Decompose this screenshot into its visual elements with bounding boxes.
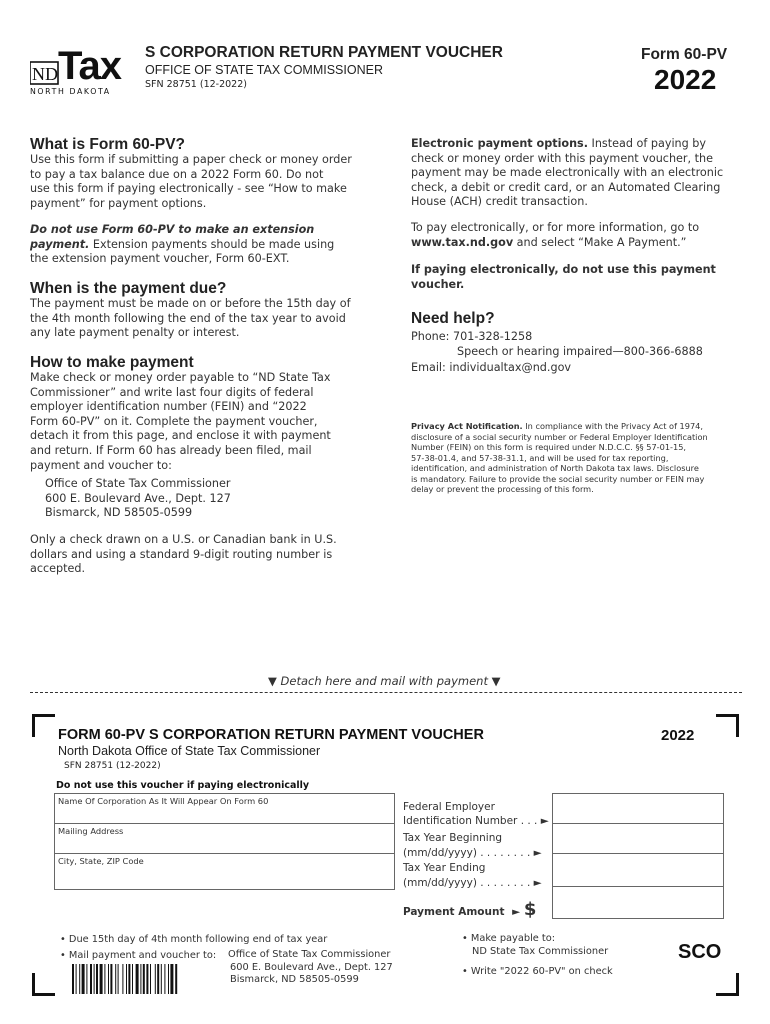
voucher-warning: Do not use this voucher if paying electronically xyxy=(56,780,310,791)
barcode-bar xyxy=(90,964,92,994)
note-text: Mail payment and voucher to: xyxy=(68,950,217,961)
text-line: check or money order with this payment voucher, the xyxy=(411,151,713,165)
down-arrow-icon: ▼ xyxy=(491,674,501,688)
field-label: Mailing Address xyxy=(58,826,124,836)
mailing-address-field[interactable] xyxy=(54,823,395,856)
crop-mark-top-right xyxy=(716,714,739,737)
logo-state-text: NORTH DAKOTA xyxy=(30,87,111,96)
text-line: Only a check drawn on a U.S. or Canadian bank in U.S. xyxy=(30,533,337,546)
bullet-icon: • xyxy=(462,966,468,977)
barcode-bar xyxy=(150,964,151,994)
barcode-bar xyxy=(136,964,139,994)
pay-electronically-info xyxy=(411,221,741,250)
tax-year-ending-label xyxy=(403,861,542,891)
address-line: Office of State Tax Commissioner xyxy=(45,477,231,490)
detach-dashed-line xyxy=(30,692,742,693)
tax-year-beginning-input[interactable] xyxy=(552,823,724,856)
payable-note xyxy=(462,933,608,958)
text-line xyxy=(411,421,741,432)
note-text: Due 15th day of 4th month following end of tax year xyxy=(68,934,328,945)
bullet-icon: • xyxy=(60,934,66,945)
contact-info xyxy=(411,330,741,376)
text-line: use this form if paying electronically - see “How to make xyxy=(30,182,347,196)
write-note xyxy=(462,965,613,980)
note-line xyxy=(462,933,608,946)
text-span: In compliance with the Privacy Act of 1974, xyxy=(522,421,703,431)
check-requirement xyxy=(30,533,370,577)
label-span: Payment Amount xyxy=(403,906,505,918)
field-label: City, State, ZIP Code xyxy=(58,856,144,866)
due-note xyxy=(60,933,327,946)
what-is-heading: What is Form 60-PV? xyxy=(30,136,186,153)
text-line: to pay a tax balance due on a 2022 Form 60. Do not xyxy=(30,167,324,181)
nd-tax-logo xyxy=(30,44,126,100)
bullet-icon: • xyxy=(462,933,468,944)
text-line: accepted. xyxy=(30,562,86,576)
label-line xyxy=(403,814,549,828)
voucher-office: North Dakota Office of State Tax Commissioner xyxy=(58,744,321,758)
text-line: disclosure of a social security number or Federal Employer Identification xyxy=(411,431,708,442)
tax-year: 2022 xyxy=(654,64,717,95)
barcode-bar xyxy=(104,964,105,994)
phone-label: Phone: xyxy=(411,330,450,343)
tax-year-ending-input[interactable] xyxy=(552,853,724,889)
voucher-mail-address xyxy=(230,949,393,987)
text-line: employer identification number (FEIN) and “2022 xyxy=(30,400,307,414)
barcode xyxy=(72,964,222,994)
text-line: To pay electronically, or for more information, go to xyxy=(411,221,700,234)
text-span: Extension payments should be made using xyxy=(89,237,335,251)
arrow-right-icon: ► xyxy=(540,815,549,827)
text-line xyxy=(30,238,370,253)
barcode-bar xyxy=(143,964,145,994)
text-line xyxy=(411,137,741,152)
text-line: delay or prevent the processing of this form. xyxy=(411,484,594,494)
how-to-pay-heading: How to make payment xyxy=(30,354,194,371)
down-arrow-icon: ▼ xyxy=(268,674,277,688)
text-line: dollars and using a standard 9-digit routing number is xyxy=(30,547,333,561)
text-line: identification, and administration of North Dakota tax laws. Disclosure xyxy=(411,463,699,473)
sfn-number: SFN 28751 (12-2022) xyxy=(145,79,247,90)
phone-row xyxy=(411,330,741,345)
office-name: OFFICE OF STATE TAX COMMISSIONER xyxy=(145,63,383,77)
text-line: Form 60-PV” on it. Complete the payment voucher, xyxy=(30,414,318,428)
barcode-bar xyxy=(132,964,133,994)
need-help-heading: Need help? xyxy=(411,310,495,327)
dollar-sign: $ xyxy=(523,899,537,920)
address-line: Bismarck, ND 58505-0599 xyxy=(45,506,193,520)
label-span: (mm/dd/yyyy) . . . . . . . . xyxy=(403,847,531,859)
form-label: Form 60-PV xyxy=(641,46,728,63)
text-bold: Privacy Act Notification. xyxy=(411,421,523,431)
barcode-bar xyxy=(108,964,109,994)
arrow-right-icon: ► xyxy=(512,906,521,918)
privacy-notice xyxy=(411,421,741,495)
text-line: Make check or money order payable to “ND State Tax xyxy=(30,371,331,384)
voucher-title: FORM 60-PV S CORPORATION RETURN PAYMENT VOUCHER xyxy=(58,727,484,743)
text-line: House (ACH) credit transaction. xyxy=(411,195,588,209)
note-text: Make payable to: xyxy=(470,933,556,944)
label-span: Identification Number . . . xyxy=(403,815,538,827)
text-line xyxy=(411,236,741,251)
barcode-bar xyxy=(82,964,85,994)
label-line: Tax Year Beginning xyxy=(403,832,503,844)
text-span: and select “Make A Payment.” xyxy=(513,235,687,249)
voucher-sfn: SFN 28751 (12-2022) xyxy=(64,761,161,771)
barcode-bar xyxy=(94,964,95,994)
text-line: Number (FEIN) on this form is required under N.D.C.C. §§ 57-01-15, xyxy=(411,442,687,452)
barcode-bar xyxy=(128,964,130,994)
what-is-text xyxy=(30,153,370,211)
text-line: the 4th month following the end of the tax year to avoid xyxy=(30,311,346,325)
text-line: any late payment penalty or interest. xyxy=(30,326,240,340)
text-line: Commissioner” and write last four digits of federal xyxy=(30,385,314,399)
text-line: Do not use Form 60-PV to make an extension xyxy=(30,223,315,236)
electronic-warning xyxy=(411,263,741,292)
barcode-bar xyxy=(175,964,177,994)
phone-number: 701-328-1258 xyxy=(453,330,533,343)
barcode-bar xyxy=(168,964,169,994)
crop-mark-top-left xyxy=(32,714,55,737)
label-line: Tax Year Ending xyxy=(403,862,486,874)
email-address[interactable]: individualtax@nd.gov xyxy=(449,361,572,375)
logo-tax-text: Tax xyxy=(58,44,121,88)
text-line: is mandatory. Failure to provide the social security number or FEIN may xyxy=(411,473,705,484)
barcode-bar xyxy=(72,964,74,994)
mailing-address xyxy=(45,477,365,521)
text-line: detach it from this page, and enclose it with payment xyxy=(30,429,331,443)
text-line: 57-38-01.4, and 57-38-31.1, and will be used for tax reporting, xyxy=(411,452,669,463)
when-due-text xyxy=(30,297,370,341)
text-line: and return. If Form 60 has already been filed, mail xyxy=(30,443,312,457)
note-line: ND State Tax Commissioner xyxy=(472,945,609,957)
fein-input[interactable] xyxy=(552,793,724,826)
form-code: SCO xyxy=(678,941,722,963)
email-row xyxy=(411,361,741,376)
text-line: The payment must be made on or before the 15th day of xyxy=(30,297,351,310)
text-line: check, a debit or credit card, or an Automated Clearing xyxy=(411,180,721,194)
payment-amount-label xyxy=(403,899,537,920)
arrow-right-icon: ► xyxy=(533,847,542,859)
barcode-bar xyxy=(122,964,123,994)
form-title: S CORPORATION RETURN PAYMENT VOUCHER xyxy=(145,44,503,61)
tax-year-beginning-label xyxy=(403,831,542,861)
label-line: Federal Employer xyxy=(403,801,495,813)
arrow-right-icon: ► xyxy=(533,877,542,889)
text-line: payment” for payment options. xyxy=(30,196,207,210)
field-label: Name Of Corporation As It Will Appear On Form 60 xyxy=(58,796,269,806)
address-line: Office of State Tax Commissioner xyxy=(228,949,391,960)
electronic-options xyxy=(411,137,741,210)
text-span: Instead of paying by xyxy=(587,137,707,150)
text-line: the extension payment voucher, Form 60-EXT. xyxy=(30,252,290,266)
text-bold: payment. xyxy=(30,237,90,251)
address-line: 600 E. Boulevard Ave., Dept. 127 xyxy=(45,491,231,505)
barcode-bar xyxy=(157,964,159,994)
text-bold: Electronic payment options. xyxy=(411,137,588,150)
voucher-year: 2022 xyxy=(661,727,695,744)
text-line: voucher. xyxy=(411,277,465,291)
detach-instruction xyxy=(268,674,500,688)
barcode-bar xyxy=(126,964,127,994)
extension-note xyxy=(30,223,370,267)
barcode-bar xyxy=(115,964,116,994)
bullet-icon: • xyxy=(60,950,66,961)
crop-mark-bottom-left xyxy=(32,973,55,996)
barcode-bar xyxy=(110,964,112,994)
logo-nd-text: ND xyxy=(32,64,58,84)
detach-text: Detach here and mail with payment xyxy=(280,674,488,688)
note-text: Write "2022 60-PV" on check xyxy=(470,966,613,977)
barcode-bar xyxy=(86,964,87,994)
barcode-bar xyxy=(79,964,80,994)
barcode-bar xyxy=(140,964,141,994)
barcode-bar xyxy=(96,964,98,994)
crop-mark-bottom-right xyxy=(716,973,739,996)
mail-to-note xyxy=(60,949,216,962)
address-line: Bismarck, ND 58505-0599 xyxy=(230,974,359,985)
speech-line: Speech or hearing impaired—800-366-6888 xyxy=(457,344,703,358)
label-line xyxy=(403,876,542,891)
text-line: If paying electronically, do not use this payment xyxy=(411,263,716,276)
when-due-heading: When is the payment due? xyxy=(30,280,227,297)
how-to-pay-text xyxy=(30,371,370,473)
label-span: (mm/dd/yyyy) . . . . . . . . xyxy=(403,877,531,889)
barcode-bar xyxy=(170,964,173,994)
text-line: payment may be made electronically with an electronic xyxy=(411,166,724,180)
corporation-name-field[interactable] xyxy=(54,793,395,826)
barcode-bar xyxy=(146,964,148,994)
fein-label xyxy=(403,800,549,828)
website-link[interactable]: www.tax.nd.gov xyxy=(411,235,514,249)
barcode-bar xyxy=(100,964,103,994)
label-line xyxy=(403,846,542,861)
barcode-bar xyxy=(76,964,77,994)
email-label: Email: xyxy=(411,361,446,375)
barcode-bar xyxy=(155,964,156,994)
payment-amount-input[interactable] xyxy=(552,886,724,919)
text-line: payment and voucher to: xyxy=(30,458,172,472)
address-line: 600 E. Boulevard Ave., Dept. 127 xyxy=(230,961,393,973)
text-line: Use this form if submitting a paper check or money order xyxy=(30,153,352,166)
barcode-bar xyxy=(161,964,162,994)
barcode-bar xyxy=(118,964,119,994)
city-state-zip-field[interactable] xyxy=(54,853,395,890)
barcode-bar xyxy=(164,964,165,994)
